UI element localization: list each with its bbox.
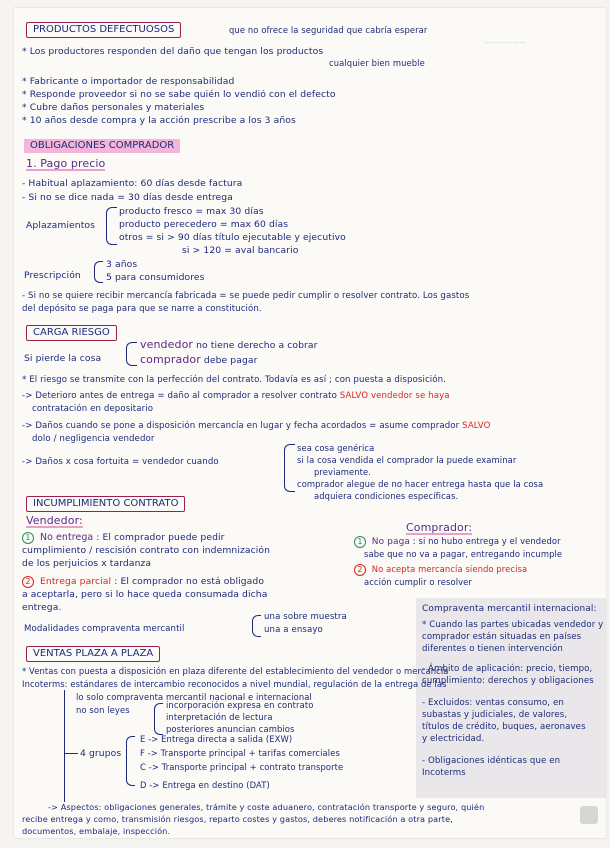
scanner-logo-icon (580, 806, 598, 824)
incoterm-group: C -> Transporte principal + contrato transporte (140, 762, 344, 772)
text-span: no tiene derecho a cobrar (196, 340, 318, 351)
brace (94, 261, 103, 283)
label-no-acepta: No acepta mercancía siendo precisa (371, 564, 528, 574)
subheading-vendedor: Vendedor: (26, 514, 83, 527)
text-line: -> Aspectos: obligaciones generales, trámite y coste aduanero, contratación transporte y seguro, quién (48, 802, 485, 812)
connector-line (64, 690, 65, 802)
note-box-line: cumplimiento: derechos y obligaciones (422, 676, 594, 686)
text-line: interpretación de lectura (166, 712, 273, 722)
note-box-line: - Ámbito de aplicación: precio, tiempo, (422, 664, 593, 674)
label-entrega-parcial: Entrega parcial (40, 576, 112, 587)
text-line: una a ensayo (264, 625, 323, 635)
text-line: sea cosa genérica (297, 443, 375, 453)
brace (126, 736, 135, 786)
salvo-text: SALVO vendedor se haya (339, 391, 450, 401)
note-box-line: diferentes o tienen intervención (422, 644, 563, 654)
text-line: contratación en depositario (32, 404, 154, 414)
text-line: incorporación expresa en contrato (166, 700, 314, 710)
side-note: que no ofrece la seguridad que cabría esperar (229, 25, 428, 35)
notes-page (14, 8, 606, 838)
text-span: : si no hubo entrega y el vendedor (412, 536, 561, 546)
note-box-line: - Excluidos: ventas consumo, en (422, 698, 564, 708)
text-line: acción cumplir o resolver (364, 577, 472, 587)
text-line: producto perecedero = max 60 días (119, 219, 289, 230)
text-line: del depósito se paga para que se narre a constitución. (22, 304, 262, 314)
text-line: de los perjuicios x tardanza (22, 558, 152, 569)
note-box-line: - Obligaciones idénticas que en (422, 756, 561, 766)
brace (252, 615, 261, 637)
text-line: 3 años (106, 259, 138, 270)
note-box-title: Compraventa mercantil internacional: (422, 604, 597, 614)
text-line: adquiera condiciones específicas. (314, 491, 459, 501)
salvo-text: SALVO (462, 421, 491, 431)
side-note: cualquier bien mueble (329, 58, 425, 68)
note-box-compraventa-internacional (416, 598, 606, 798)
bullet-line: * Cubre daños personales y materiales (22, 102, 205, 113)
note-box-line: * Cuando las partes ubicadas vendedor y (422, 620, 604, 630)
text-line: a aceptarla, pero si lo hace queda consumada dicha (22, 589, 268, 600)
text-line: comprador alegue de no hacer entrega hasta que la cosa (297, 479, 544, 489)
text-line: entrega. (22, 602, 62, 613)
text-line: otros = si > 90 días título ejecutable y ejecutivo (119, 232, 346, 243)
number-marker-1: 1 (22, 532, 34, 544)
note-box-line: comprador están situadas en países (422, 632, 582, 642)
label-no-entrega: No entrega (40, 532, 94, 543)
text-line: si la cosa vendida el comprador la puede examinar (297, 455, 517, 465)
text-line: si > 120 = aval bancario (182, 245, 299, 256)
text-line: Si pierde la cosa (24, 353, 102, 364)
subheading-pago-precio: 1. Pago precio (26, 157, 106, 170)
bullet-line: * Responde proveedor si no se sabe quién lo vendió con el defecto (22, 89, 336, 100)
bullet-line: * 10 años desde compra y la acción prescribe a los 3 años (22, 115, 296, 126)
text-line: documentos, embalaje, inspección. (22, 826, 171, 836)
label-no-paga: No paga (371, 537, 411, 547)
section-title-obligaciones: OBLIGACIONES COMPRADOR (24, 139, 180, 153)
number-marker-2: 2 (354, 564, 366, 576)
word-vendedor: vendedor (140, 338, 194, 351)
label-aplazamientos: Aplazamientos (26, 220, 96, 231)
text-line: * Ventas con puesta a disposición en plaza diferente del establecimiento del vendedor o mercancía (22, 666, 449, 676)
subheading-comprador: Comprador: (406, 521, 473, 534)
text-line: - Si no se quiere recibir mercancía fabricada = se puede pedir cumplir o resolver contrato. Los gastos (22, 291, 470, 301)
text-line: una sobre muestra (264, 612, 347, 622)
text-line: Incoterms: estándares de intercambio reconocidos a nivel mundial, regulación de la entrega de las (22, 679, 447, 689)
section-title-ventas: VENTAS PLAZA A PLAZA (26, 646, 160, 662)
text-line: producto fresco = max 30 días (119, 206, 264, 217)
text-line: no son leyes (76, 705, 130, 715)
word-comprador: comprador (140, 353, 201, 366)
section-title-productos: PRODUCTOS DEFECTUOSOS (26, 22, 181, 38)
text-span: : El comprador puede pedir (96, 532, 225, 543)
connector-line (64, 753, 78, 754)
number-marker-2: 2 (22, 576, 34, 588)
text-span: -> Deterioro antes de entrega = daño al comprador a resolver contrato (22, 391, 337, 401)
note-box-line: títulos de crédito, buques, aeronaves (422, 722, 586, 732)
incoterm-group: F -> Transporte principal + tarifas comerciales (140, 748, 340, 758)
text-line: lo solo compraventa mercantil nacional e internacional (76, 692, 312, 702)
text-span: -> Daños cuando se pone a disposición mercancía en lugar y fecha acordados = asume comprador (22, 421, 460, 431)
section-title-incumplimiento: INCUMPLIMIENTO CONTRATO (26, 496, 185, 512)
text-line: cumplimiento / rescisión contrato con indemnización (22, 545, 271, 556)
note-box-line: y electricidad. (422, 734, 485, 744)
label-4-grupos: 4 grupos (80, 748, 122, 759)
brace (284, 444, 295, 492)
incoterm-group: E -> Entrega directa a salida (EXW) (140, 734, 293, 744)
note-box-line: Incoterms (422, 768, 466, 778)
brace (126, 342, 137, 366)
incoterm-group: D -> Entrega en destino (DAT) (140, 780, 270, 790)
text-line: - Si no se dice nada = 30 días desde entrega (22, 192, 233, 203)
text-line: 5 para consumidores (106, 272, 205, 283)
text-line: - Habitual aplazamiento: 60 días desde factura (22, 178, 243, 189)
brace (106, 207, 117, 245)
section-title-riesgo: CARGA RIESGO (26, 325, 117, 341)
brace (154, 703, 163, 735)
note-box-line: subastas y judiciales, de valores, (422, 710, 568, 720)
text-span: debe pagar (203, 355, 258, 366)
text-line: sabe que no va a pagar, entregando incumple (364, 549, 563, 559)
number-marker-1: 1 (354, 536, 366, 548)
text-span: : El comprador no está obligado (114, 576, 265, 587)
label-modalidades: Modalidades compraventa mercantil (24, 624, 185, 634)
label-prescripcion: Prescripción (24, 270, 81, 281)
text-line: * Los productores responden del daño que tengan los productos (22, 46, 324, 57)
bullet-line: * Fabricante o importador de responsabilidad (22, 76, 235, 87)
text-line: recibe entrega y como, transmisión riesgos, reparto costes y gastos, deberes notificación a otra parte, (22, 814, 453, 824)
text-line: previamente. (314, 467, 372, 477)
text-line: posteriores anuncian cambios (166, 724, 295, 734)
text-line: -> Daños x cosa fortuita = vendedor cuando (22, 457, 219, 467)
bleed-through-text: ~~~~~~ (484, 36, 527, 50)
text-line: dolo / negligencia vendedor (32, 434, 155, 444)
text-line: * El riesgo se transmite con la perfección del contrato. Todavía es así ; con puesta a disposición. (22, 375, 447, 385)
